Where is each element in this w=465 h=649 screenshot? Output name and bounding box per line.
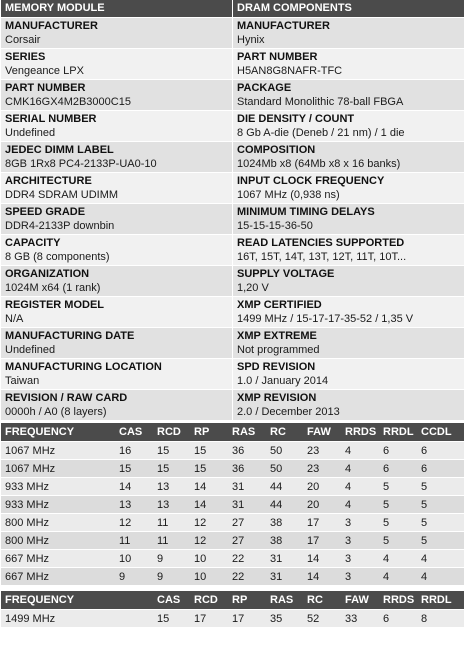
table-cell: 933 MHz <box>1 478 115 496</box>
column-header-rrds: RRDS <box>379 591 417 610</box>
field-package <box>233 79 464 110</box>
table-row <box>1 460 464 478</box>
table-cell: 13 <box>115 496 153 514</box>
column-header-rrdl: RRDL <box>379 423 417 442</box>
table-cell: 14 <box>190 496 228 514</box>
column-header-rp: RP <box>228 591 266 610</box>
field-spd-revision <box>233 358 464 389</box>
field-organization <box>1 265 232 296</box>
table-cell: 4 <box>341 442 379 460</box>
table-cell: 38 <box>266 514 303 532</box>
field-label: SERIES <box>5 51 46 63</box>
table-cell: 5 <box>417 478 464 496</box>
field-value: 2.0 / December 2013 <box>237 406 340 418</box>
field-value: Corsair <box>5 34 41 46</box>
table-cell: 6 <box>379 442 417 460</box>
field-value: 8GB 1Rx8 PC4-2133P-UA0-10 <box>5 158 157 170</box>
table-cell: 20 <box>303 478 341 496</box>
table-cell: 15 <box>190 442 228 460</box>
field-value: Undefined <box>5 344 56 356</box>
field-value: 1024M x64 (1 rank) <box>5 282 101 294</box>
table-cell: 1067 MHz <box>1 460 115 478</box>
table-cell: 1499 MHz <box>1 610 153 628</box>
table-row <box>1 568 464 586</box>
field-value: 1499 MHz / 15-17-17-35-52 / 1,35 V <box>237 313 414 325</box>
table-cell: 11 <box>115 532 153 550</box>
field-label: MANUFACTURING DATE <box>5 330 135 342</box>
table-cell: 15 <box>115 460 153 478</box>
table-cell: 6 <box>417 442 464 460</box>
table-cell: 800 MHz <box>1 514 115 532</box>
field-architecture <box>1 172 232 203</box>
field-value: Hynix <box>237 34 265 46</box>
field-label: PART NUMBER <box>5 82 86 94</box>
table-cell: 15 <box>190 460 228 478</box>
table-cell: 17 <box>303 514 341 532</box>
memory-module-column <box>1 0 232 420</box>
table-cell: 11 <box>153 514 190 532</box>
field-label: PART NUMBER <box>237 51 318 63</box>
table-cell: 10 <box>190 568 228 586</box>
field-value: H5AN8G8NAFR-TFC <box>237 65 343 77</box>
table-cell: 5 <box>417 514 464 532</box>
dram-components-column <box>233 0 464 420</box>
table-cell: 5 <box>417 532 464 550</box>
table-cell: 15 <box>153 460 190 478</box>
field-manufacturing-location <box>1 358 232 389</box>
field-label: INPUT CLOCK FREQUENCY <box>237 175 385 187</box>
table-cell: 6 <box>379 610 417 628</box>
table-row <box>1 532 464 550</box>
table-cell: 44 <box>266 496 303 514</box>
field-value: Not programmed <box>237 344 320 356</box>
field-jedec-dimm-label <box>1 141 232 172</box>
column-header-cas: CAS <box>115 423 153 442</box>
table-cell: 17 <box>190 610 228 628</box>
field-value: 1,20 V <box>237 282 269 294</box>
table-cell: 52 <box>303 610 341 628</box>
field-composition <box>233 141 464 172</box>
table-cell: 38 <box>266 532 303 550</box>
table-cell: 31 <box>228 478 266 496</box>
column-header-rc: RC <box>303 591 341 610</box>
column-header-ras: RAS <box>228 423 266 442</box>
field-value: DDR4-2133P downbin <box>5 220 115 232</box>
table-cell: 6 <box>417 460 464 478</box>
table-cell: 4 <box>417 550 464 568</box>
field-label: SUPPLY VOLTAGE <box>237 268 335 280</box>
table-cell: 3 <box>341 568 379 586</box>
table-cell: 8 <box>417 610 464 628</box>
field-value: 8 Gb A-die (Deneb / 21 nm) / 1 die <box>237 127 405 139</box>
field-label: COMPOSITION <box>237 144 316 156</box>
table-cell: 12 <box>190 514 228 532</box>
field-value: 15-15-15-36-50 <box>237 220 313 232</box>
table-row <box>1 496 464 514</box>
field-value: 1067 MHz (0,938 ns) <box>237 189 340 201</box>
table-cell: 14 <box>190 478 228 496</box>
field-speed-grade <box>1 203 232 234</box>
table-row <box>1 550 464 568</box>
column-header-rcd: RCD <box>190 591 228 610</box>
table-row <box>1 610 464 628</box>
field-label: XMP EXTREME <box>237 330 317 342</box>
field-xmp-certified <box>233 296 464 327</box>
field-label: ARCHITECTURE <box>5 175 92 187</box>
field-input-clock-frequency <box>233 172 464 203</box>
table-cell: 50 <box>266 442 303 460</box>
field-label: PACKAGE <box>237 82 292 94</box>
table-cell: 16 <box>115 442 153 460</box>
table-cell: 9 <box>153 568 190 586</box>
table-cell: 17 <box>303 532 341 550</box>
column-header-faw: FAW <box>303 423 341 442</box>
field-label: MINIMUM TIMING DELAYS <box>237 206 375 218</box>
jedec-body <box>1 442 464 586</box>
column-header-rrds: RRDS <box>341 423 379 442</box>
field-value: 8 GB (8 components) <box>5 251 110 263</box>
field-manufacturer <box>1 17 232 48</box>
table-cell: 22 <box>228 568 266 586</box>
field-supply-voltage <box>233 265 464 296</box>
table-cell: 4 <box>379 550 417 568</box>
table-cell: 27 <box>228 532 266 550</box>
field-label: READ LATENCIES SUPPORTED <box>237 237 405 249</box>
column-header-frequency: FREQUENCY <box>1 423 115 442</box>
field-value: CMK16GX4M2B3000C15 <box>5 96 131 108</box>
table-cell: 4 <box>341 478 379 496</box>
xmp-header-row <box>1 591 464 610</box>
field-value: 0000h / A0 (8 layers) <box>5 406 107 418</box>
table-cell: 11 <box>153 532 190 550</box>
field-value: Undefined <box>5 127 56 139</box>
table-cell: 20 <box>303 496 341 514</box>
xmp-timings-table <box>1 591 464 627</box>
table-cell: 4 <box>417 568 464 586</box>
table-cell: 27 <box>228 514 266 532</box>
field-label: SPEED GRADE <box>5 206 86 218</box>
table-cell: 933 MHz <box>1 496 115 514</box>
table-row <box>1 442 464 460</box>
table-cell: 13 <box>153 496 190 514</box>
field-read-latencies-supported <box>233 234 464 265</box>
dram-components-header: DRAM COMPONENTS <box>233 0 464 17</box>
table-cell: 12 <box>115 514 153 532</box>
table-cell: 3 <box>341 550 379 568</box>
field-value: Taiwan <box>5 375 40 387</box>
column-header-faw: FAW <box>341 591 379 610</box>
table-cell: 31 <box>228 496 266 514</box>
field-xmp-revision <box>233 389 464 420</box>
table-cell: 14 <box>115 478 153 496</box>
field-label: MANUFACTURING LOCATION <box>5 361 162 373</box>
table-cell: 13 <box>153 478 190 496</box>
jedec-timings-table <box>1 423 464 585</box>
field-capacity <box>1 234 232 265</box>
column-header-ras: RAS <box>266 591 303 610</box>
column-header-rcd: RCD <box>153 423 190 442</box>
table-cell: 10 <box>115 550 153 568</box>
table-cell: 1067 MHz <box>1 442 115 460</box>
table-cell: 4 <box>341 460 379 478</box>
field-label: XMP CERTIFIED <box>237 299 322 311</box>
field-value: 1024Mb x8 (64Mb x8 x 16 banks) <box>237 158 401 170</box>
field-label: SERIAL NUMBER <box>5 113 97 125</box>
table-cell: 667 MHz <box>1 568 115 586</box>
table-cell: 36 <box>228 460 266 478</box>
table-cell: 33 <box>341 610 379 628</box>
field-part-number <box>1 79 232 110</box>
column-header-cas: CAS <box>153 591 190 610</box>
table-cell: 9 <box>153 550 190 568</box>
table-cell: 35 <box>266 610 303 628</box>
table-cell: 15 <box>153 610 190 628</box>
field-series <box>1 48 232 79</box>
table-cell: 50 <box>266 460 303 478</box>
table-cell: 6 <box>379 460 417 478</box>
field-value: Standard Monolithic 78-ball FBGA <box>237 96 404 108</box>
field-label: ORGANIZATION <box>5 268 90 280</box>
field-label: JEDEC DIMM LABEL <box>5 144 114 156</box>
field-die-density-count <box>233 110 464 141</box>
module-info-grid <box>1 0 464 420</box>
table-cell: 4 <box>379 568 417 586</box>
table-cell: 12 <box>190 532 228 550</box>
table-cell: 667 MHz <box>1 550 115 568</box>
field-value: Vengeance LPX <box>5 65 84 77</box>
table-row <box>1 514 464 532</box>
table-cell: 44 <box>266 478 303 496</box>
table-cell: 22 <box>228 550 266 568</box>
field-xmp-extreme <box>233 327 464 358</box>
table-cell: 5 <box>379 496 417 514</box>
table-row <box>1 478 464 496</box>
field-label: DIE DENSITY / COUNT <box>237 113 355 125</box>
spd-report <box>1 0 464 627</box>
field-value: DDR4 SDRAM UDIMM <box>5 189 119 201</box>
field-serial-number <box>1 110 232 141</box>
table-cell: 15 <box>153 442 190 460</box>
xmp-body <box>1 610 464 628</box>
table-cell: 23 <box>303 442 341 460</box>
field-manufacturing-date <box>1 327 232 358</box>
memory-module-header: MEMORY MODULE <box>1 0 232 17</box>
table-cell: 800 MHz <box>1 532 115 550</box>
table-cell: 3 <box>341 532 379 550</box>
field-label: MANUFACTURER <box>5 20 98 32</box>
column-header-rp: RP <box>190 423 228 442</box>
table-cell: 14 <box>303 568 341 586</box>
column-header-rrdl: RRDL <box>417 591 464 610</box>
table-cell: 5 <box>379 478 417 496</box>
table-cell: 4 <box>341 496 379 514</box>
table-cell: 5 <box>379 532 417 550</box>
field-label: REVISION / RAW CARD <box>5 392 128 404</box>
table-cell: 31 <box>266 550 303 568</box>
field-revision-raw-card <box>1 389 232 420</box>
field-label: MANUFACTURER <box>237 20 330 32</box>
field-label: CAPACITY <box>5 237 61 249</box>
field-label: SPD REVISION <box>237 361 316 373</box>
field-label: XMP REVISION <box>237 392 317 404</box>
field-value: N/A <box>5 313 24 325</box>
field-value: 16T, 15T, 14T, 13T, 12T, 11T, 10T... <box>237 251 407 263</box>
field-register-model <box>1 296 232 327</box>
table-cell: 5 <box>417 496 464 514</box>
table-cell: 5 <box>379 514 417 532</box>
table-cell: 3 <box>341 514 379 532</box>
table-cell: 9 <box>115 568 153 586</box>
column-header-rc: RC <box>266 423 303 442</box>
table-cell: 14 <box>303 550 341 568</box>
table-cell: 10 <box>190 550 228 568</box>
column-header-frequency: FREQUENCY <box>1 591 153 610</box>
column-header-ccdl: CCDL <box>417 423 464 442</box>
table-cell: 31 <box>266 568 303 586</box>
field-manufacturer <box>233 17 464 48</box>
table-cell: 23 <box>303 460 341 478</box>
field-minimum-timing-delays <box>233 203 464 234</box>
field-value: 1.0 / January 2014 <box>237 375 329 387</box>
jedec-header-row <box>1 423 464 442</box>
field-part-number <box>233 48 464 79</box>
field-label: REGISTER MODEL <box>5 299 105 311</box>
table-cell: 36 <box>228 442 266 460</box>
table-cell: 17 <box>228 610 266 628</box>
